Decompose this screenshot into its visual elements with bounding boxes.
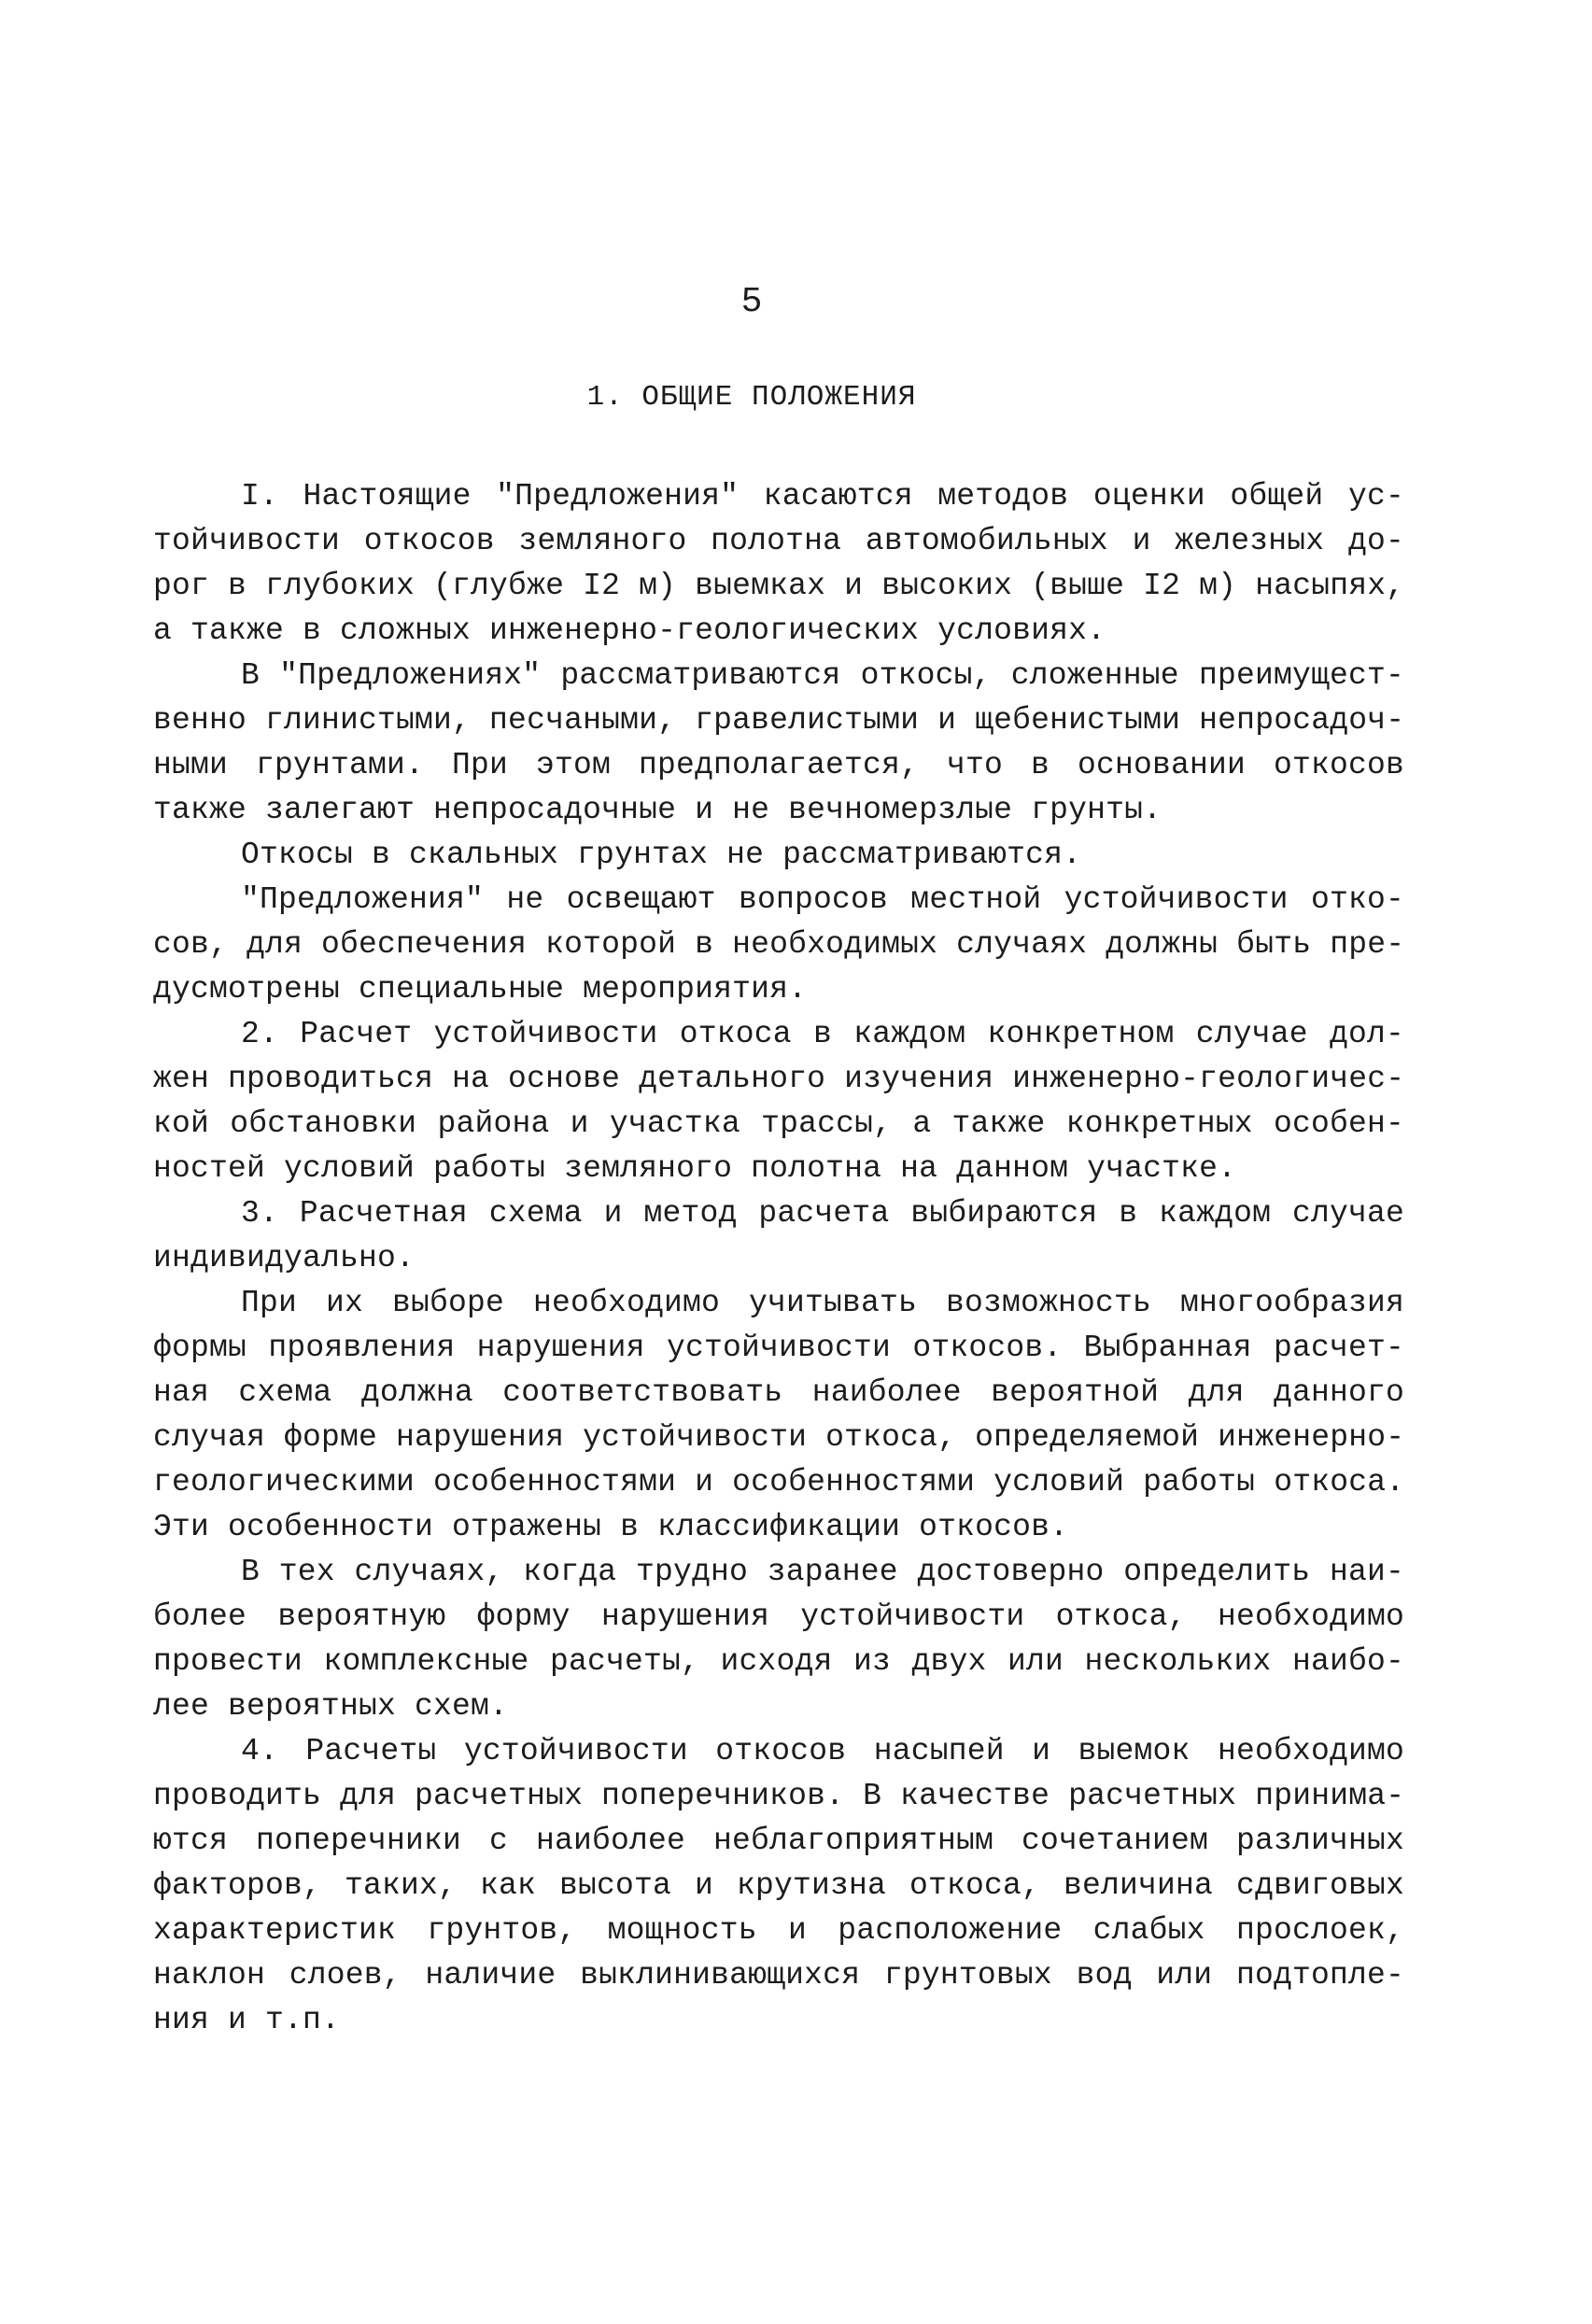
text-line: сов, для обеспечения которой в необходимых случаях должны быть пре- — [153, 927, 1405, 962]
text-line: лее вероятных схем. — [153, 1689, 509, 1724]
text-line: "Предложения" не освещают вопросов местной устойчивости отко- — [241, 882, 1404, 917]
text-line: 2. Расчет устойчивости откоса в каждом конкретном случае дол- — [241, 1017, 1404, 1051]
text-line: 3. Расчетная схема и метод расчета выбираются в каждом случае — [241, 1196, 1404, 1231]
text-line: факторов, таких, как высота и крутизна откоса, величина сдвиговых — [153, 1868, 1404, 1903]
text-line: 4. Расчеты устойчивости откосов насыпей и выемок необходимо — [241, 1734, 1404, 1768]
page-number: 5 — [740, 282, 763, 322]
text-line: тойчивости откосов земляного полотна автомобильных и железных до- — [153, 524, 1404, 558]
text-line: также залегают непросадочные и не вечномерзлые грунты. — [153, 793, 1162, 827]
text-line: индивидуально. — [153, 1241, 416, 1275]
text-line: ная схема должна соответствовать наиболее вероятной для данного — [153, 1375, 1404, 1410]
text-line: характеристик грунтов, мощность и расположение слабых прослоек, — [153, 1913, 1404, 1948]
text-line: венно глинистыми, песчаными, гравелистыми и щебенистыми непросадоч- — [153, 703, 1405, 738]
text-line: жен проводиться на основе детального изучения инженерно-геологичес- — [153, 1062, 1405, 1096]
text-line: случая форме нарушения устойчивости откоса, определяемой инженерно- — [153, 1420, 1405, 1455]
text-line: геологическими особенностями и особенностями условий работы откоса. — [153, 1465, 1405, 1500]
text-line: ными грунтами. При этом предполагается, что в основании откосов — [153, 748, 1404, 782]
text-line: ния и т.п. — [153, 2003, 341, 2037]
text-line: Откосы в скальных грунтах не рассматриваются. — [241, 838, 1082, 872]
text-line: В "Предложениях" рассматриваются откосы, сложенные преимущест- — [241, 658, 1404, 693]
text-line: проводить для расчетных поперечников. В качестве расчетных принима- — [153, 1779, 1405, 1813]
text-line: формы проявления нарушения устойчивости откосов. Выбранная расчет- — [153, 1331, 1404, 1365]
text-line: а также в сложных инженерно-геологических условиях. — [153, 613, 1106, 648]
text-line: наклон слоев, наличие выклинивающихся грунтовых вод или подтопле- — [153, 1958, 1404, 1993]
text-line: кой обстановки района и участка трассы, а также конкретных особен- — [153, 1106, 1404, 1141]
text-line: При их выборе необходимо учитывать возможность многообразия — [241, 1286, 1404, 1320]
text-line: рог в глубоких (глубже I2 м) выемках и высоких (выше I2 м) насыпях, — [153, 569, 1405, 603]
text-line: В тех случаях, когда трудно заранее достоверно определить наи- — [241, 1555, 1404, 1589]
text-line: ностей условий работы земляного полотна на данном участке. — [153, 1151, 1237, 1186]
text-line: дусмотрены специальные мероприятия. — [153, 972, 808, 1007]
text-line: провести комплексные расчеты, исходя из двух или нескольких наибо- — [153, 1644, 1404, 1679]
text-line: более вероятную форму нарушения устойчивости откоса, необходимо — [153, 1599, 1404, 1634]
text-line: I. Настоящие "Предложения" касаются методов оценки общей ус- — [241, 479, 1404, 514]
text-line: ются поперечники с наиболее неблагоприятным сочетанием различных — [153, 1824, 1404, 1858]
text-line: Эти особенности отражены в классификации откосов. — [153, 1510, 1069, 1544]
section-heading: 1. ОБЩИЕ ПОЛОЖЕНИЯ — [586, 381, 917, 414]
